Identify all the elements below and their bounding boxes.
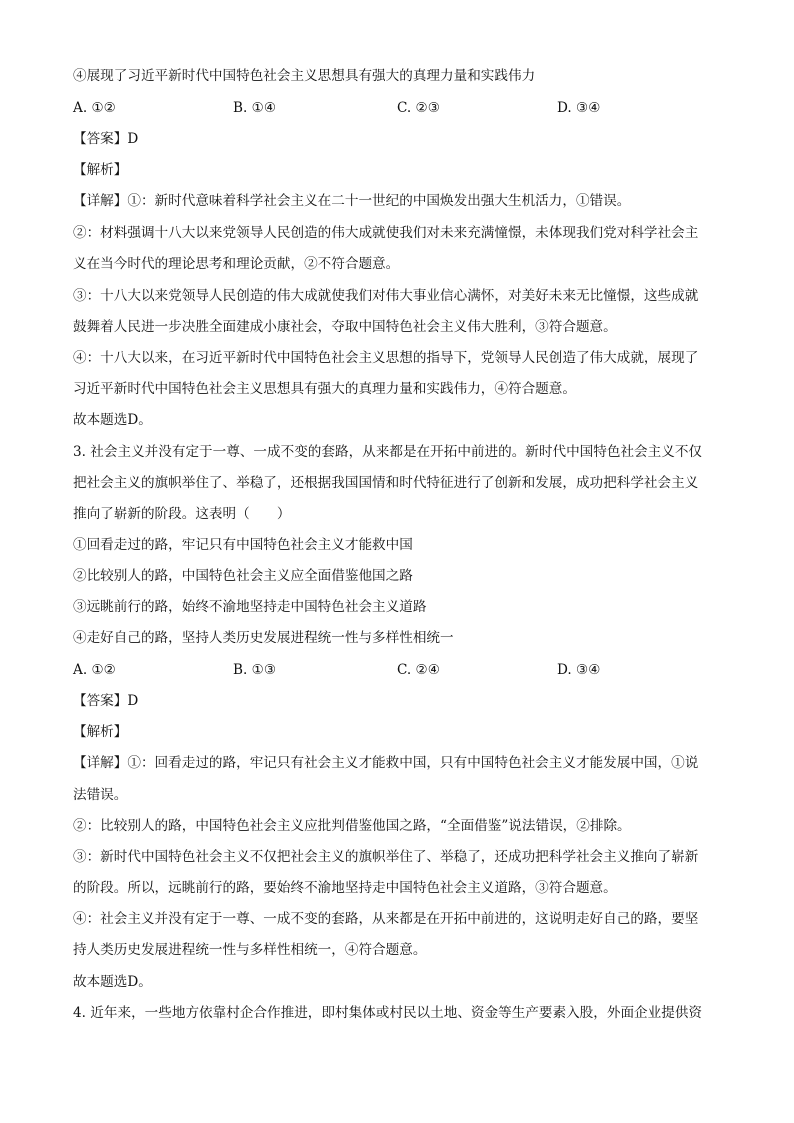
q3-detail-line-7: 持人类历史发展进程统一性与多样性相统一，④符合题意。 [73, 942, 427, 958]
q3-stem-line-2: 把社会主义的旗帜举住了、举稳了，还根据我国国情和时代特征进行了创新和发展，成功把科学社会主义 [73, 475, 699, 491]
q3-detail-line-4: ③：新时代中国特色社会主义不仅把社会主义的旗帜举住了、举稳了，还成功把科学社会主义推向了崭新 [73, 849, 699, 865]
q2-detail-line-4: ③：十八大以来党领导人民创造的伟大成就使我们对伟大事业信心满怀，对美好未来无比憧憬，这些成就 [73, 288, 699, 304]
q2-conclusion: 故本题选D。 [73, 412, 152, 428]
q2-answer: 【答案】D [73, 131, 139, 147]
q2-detail-line-2: ②：材料强调十八大以来党领导人民创造的伟大成就使我们对未来充满憧憬，未体现我们党对科学社会主 [73, 225, 699, 241]
q2-choice-c: C. ②③ [397, 100, 440, 116]
q3-answer: 【答案】D [73, 693, 139, 709]
q2-analysis-label: 【解析】 [73, 162, 128, 178]
q3-stem-line-1: 3. 社会主义并没有定于一尊、一成不变的套路，从来都是在开拓中前进的。新时代中国特色社会主义不仅 [73, 444, 703, 460]
q3-detail-line-2: 法错误。 [73, 787, 128, 803]
q3-choice-a: A. ①② [73, 662, 116, 678]
q4-stem-line-1: 4. 近年来，一些地方依靠村企合作推进，即村集体或村民以土地、资金等生产要素入股，外面企业提供资 [73, 1005, 703, 1021]
q3-option-1: ①回看走过的路，牢记只有中国特色社会主义才能救中国 [73, 537, 413, 553]
q3-detail-line-1: 【详解】①：回看走过的路，牢记只有社会主义才能救中国，只有中国特色社会主义才能发展中国，①说 [73, 755, 699, 771]
q2-detail-line-5: 鼓舞着人民进一步决胜全面建成小康社会，夺取中国特色社会主义伟大胜利，③符合题意。 [73, 319, 617, 335]
q2-option-4: ④展现了习近平新时代中国特色社会主义思想具有强大的真理力量和实践伟力 [73, 68, 536, 84]
q2-detail-line-7: 习近平新时代中国特色社会主义思想具有强大的真理力量和实践伟力，④符合题意。 [73, 381, 576, 397]
q3-detail-line-6: ④：社会主义并没有定于一尊、一成不变的套路，从来都是在开拓中前进的，这说明走好自己的路，要坚 [73, 911, 699, 927]
q2-choice-a: A. ①② [73, 100, 116, 116]
q3-option-3: ③远眺前行的路，始终不渝地坚持走中国特色社会主义道路 [73, 599, 427, 615]
q2-choice-b: B. ①④ [233, 100, 277, 116]
q3-choice-d: D. ③④ [557, 662, 601, 678]
q2-detail-line-3: 义在当今时代的理论思考和理论贡献，②不符合题意。 [73, 256, 400, 272]
q2-detail-line-6: ④：十八大以来，在习近平新时代中国特色社会主义思想的指导下，党领导人民创造了伟大成就，展现了 [73, 350, 699, 366]
q3-stem-line-3: 推向了崭新的阶段。这表明（ ） [73, 506, 291, 522]
q2-choice-d: D. ③④ [557, 100, 601, 116]
q3-option-2: ②比较别人的路，中国特色社会主义应全面借鉴他国之路 [73, 568, 413, 584]
q3-option-4: ④走好自己的路，坚持人类历史发展进程统一性与多样性相统一 [73, 630, 454, 646]
q3-conclusion: 故本题选D。 [73, 974, 152, 990]
q3-choice-c: C. ②④ [397, 662, 440, 678]
q3-analysis-label: 【解析】 [73, 724, 128, 740]
q3-detail-line-3: ②：比较别人的路，中国特色社会主义应批判借鉴他国之路，“全面借鉴”说法错误，②排除。 [73, 818, 631, 834]
q3-detail-line-5: 的阶段。所以，远眺前行的路，要始终不渝地坚持走中国特色社会主义道路，③符合题意。 [73, 880, 617, 896]
q3-choice-b: B. ①③ [233, 662, 277, 678]
q2-detail-line-1: 【详解】①：新时代意味着科学社会主义在二十一世纪的中国焕发出强大生机活力，①错误。 [73, 193, 631, 209]
